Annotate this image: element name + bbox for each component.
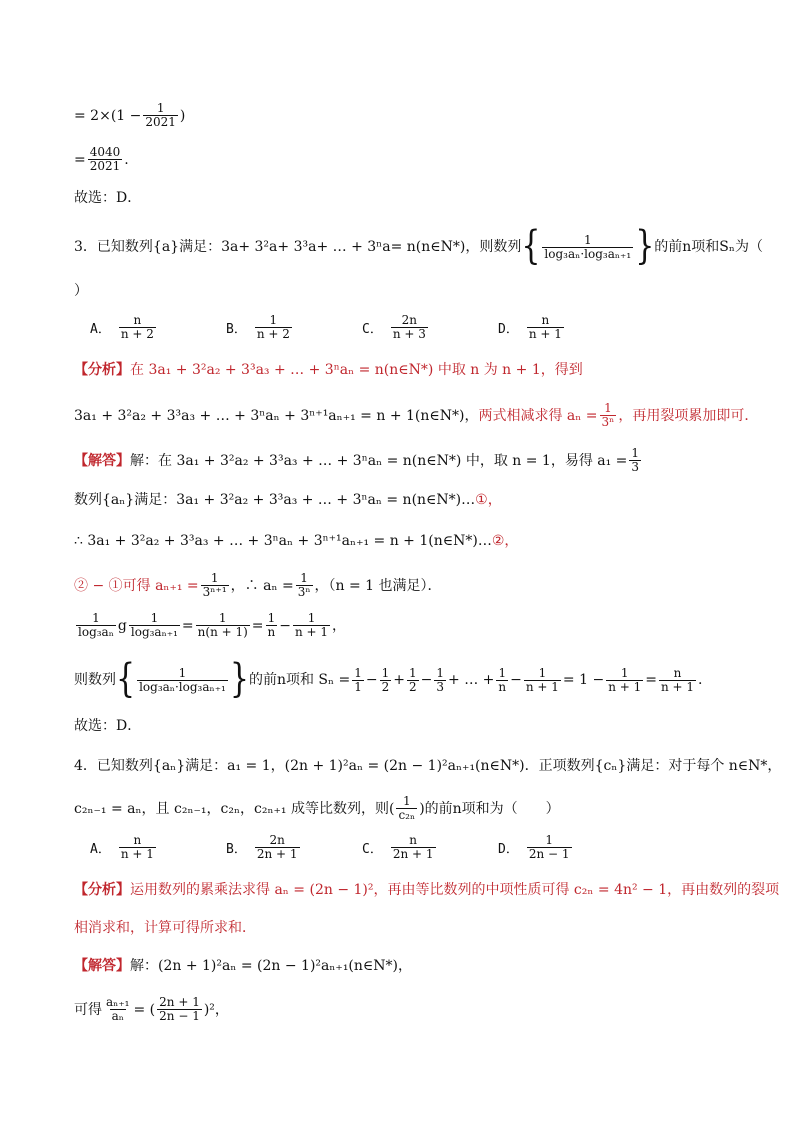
fraction-num: 2n bbox=[269, 833, 285, 847]
q4-stem-text: c₂ₙ₋₁ = aₙ，且 c₂ₙ₋₁，c₂ₙ，c₂ₙ₊₁ 成等比数列，则( bbox=[74, 800, 395, 817]
fraction-den: 2n − 1 bbox=[159, 1009, 200, 1023]
solution-text: 解：(2n + 1)²aₙ = (2n − 1)²aₙ₊₁(n∈N*)， bbox=[130, 958, 412, 974]
q3-stem-close: ） bbox=[74, 283, 88, 299]
fraction-den: n + 1 bbox=[660, 679, 695, 694]
fraction-den: log₃aₙ·log₃aₙ₊₁ bbox=[139, 679, 226, 694]
solution-text: ，（n = 1 也满足）． bbox=[314, 577, 442, 594]
option-fraction bbox=[391, 834, 436, 861]
analysis-fraction bbox=[600, 402, 617, 429]
q4-analysis-line-2 bbox=[74, 918, 256, 938]
calc-text: ) bbox=[179, 107, 186, 124]
fraction-num: 1 bbox=[620, 665, 629, 680]
option-fraction bbox=[527, 834, 572, 861]
right-brace: } bbox=[635, 223, 655, 270]
q3-analysis-line-2 bbox=[74, 402, 758, 429]
fraction-num: 1 bbox=[210, 571, 219, 585]
solution-fraction bbox=[129, 612, 180, 639]
solution-text: 的前n项和 Sₙ = bbox=[248, 672, 351, 688]
analysis-text: 两式相减求得 aₙ = bbox=[478, 407, 598, 424]
option-letter: D． bbox=[498, 842, 519, 857]
operator: + bbox=[393, 672, 405, 688]
answer-line-q2: 故选：D． bbox=[74, 190, 142, 206]
q3-solution-line-6 bbox=[74, 656, 703, 703]
solution-fraction bbox=[104, 996, 132, 1023]
sum-term bbox=[496, 667, 508, 694]
fraction-num: aₙ₊₁ bbox=[106, 995, 130, 1009]
calc-text: = bbox=[74, 151, 86, 168]
fraction-den: n + 2 bbox=[120, 327, 154, 341]
fraction-num: 1 bbox=[307, 611, 316, 625]
option-fraction bbox=[255, 834, 300, 861]
calc-line-2 bbox=[74, 146, 129, 173]
fraction-num: 1 bbox=[218, 611, 227, 625]
q3-option-d[interactable] bbox=[498, 314, 634, 341]
option-letter: D． bbox=[498, 322, 519, 337]
solution-text: ∴ 3a₁ + 3²a₂ + 3³a₃ + … + 3ⁿaₙ + 3ⁿ⁺¹aₙ₊₁ = n + 1(n∈N*)… bbox=[74, 533, 492, 549]
solution-text: 数列{aₙ}满足：3a₁ + 3²a₂ + 3³a₃ + … + 3ⁿaₙ = n(n∈N*)… bbox=[74, 492, 476, 508]
fraction-num: 1 bbox=[545, 833, 553, 847]
q3-option-b[interactable] bbox=[226, 314, 362, 341]
fraction-num: 1 bbox=[150, 611, 159, 625]
solution-fraction bbox=[196, 612, 250, 639]
option-letter: C． bbox=[362, 842, 383, 857]
fraction-den: 2 bbox=[409, 679, 417, 694]
fraction-num: n bbox=[133, 833, 142, 847]
fraction-den: 2021 bbox=[89, 159, 121, 173]
q3-stem-text: 的前n项和Sₙ为（ bbox=[654, 239, 763, 255]
solution-text: ，∴ aₙ = bbox=[230, 577, 294, 594]
operator: − bbox=[420, 672, 433, 688]
q3-stem-text: + 3²a bbox=[238, 239, 278, 255]
fraction bbox=[143, 102, 178, 129]
punctuation: ， bbox=[332, 617, 347, 634]
operator: = bbox=[251, 617, 264, 634]
option-fraction bbox=[391, 314, 428, 341]
q3-stem-text: + 3³a bbox=[277, 239, 317, 255]
q4-solution-line-1 bbox=[74, 956, 412, 976]
fraction-den: log₃aₙ₊₁ bbox=[130, 625, 178, 639]
sum-term bbox=[434, 667, 446, 694]
calc-text: = 2×(1 − bbox=[74, 107, 142, 124]
q3-stem-text: = n(n∈N*)，则数列 bbox=[390, 239, 522, 255]
q3-solution-line-5 bbox=[74, 612, 346, 639]
solution-text: 解：在 3a₁ + 3²a₂ + 3³a₃ + … + 3ⁿaₙ = n(n∈N*) 中，取 n = 1，易得 a₁ = bbox=[130, 452, 628, 469]
sum-term bbox=[407, 667, 419, 694]
q4-options bbox=[90, 834, 634, 861]
fraction-num: 4040 bbox=[89, 145, 121, 159]
analysis-tag: 【分析】 bbox=[74, 362, 130, 378]
fraction-num: 1 bbox=[583, 232, 592, 247]
fraction-num: 1 bbox=[631, 446, 640, 460]
q3-stem bbox=[74, 223, 763, 270]
fraction-num: n bbox=[409, 833, 418, 847]
q3-option-c[interactable] bbox=[362, 314, 498, 341]
solution-tag: 【解答】 bbox=[74, 452, 130, 469]
operator: . bbox=[698, 672, 703, 688]
q4-analysis-line-1 bbox=[74, 880, 779, 900]
solution-fraction bbox=[629, 447, 641, 474]
sum-term bbox=[659, 667, 696, 694]
calc-text: . bbox=[124, 151, 129, 168]
option-fraction bbox=[119, 314, 156, 341]
multiply-sign: g bbox=[117, 617, 127, 634]
solution-text: )²， bbox=[203, 1001, 229, 1018]
fraction-num: 1 bbox=[354, 665, 362, 680]
fraction bbox=[88, 146, 123, 173]
q4-stem-text: )的前n项和为（ ） bbox=[419, 800, 560, 817]
analysis-text: 相消求和，计算可得所求和． bbox=[74, 920, 256, 936]
fraction-den: 2n + 1 bbox=[392, 847, 434, 861]
fraction-den: 3ⁿ bbox=[601, 415, 615, 429]
fraction-den: n + 1 bbox=[528, 327, 562, 341]
fraction-den: n + 1 bbox=[295, 625, 329, 639]
fraction-den: 2n + 1 bbox=[256, 847, 298, 861]
option-fraction bbox=[527, 314, 564, 341]
operator: + … + bbox=[448, 672, 495, 688]
solution-text: 则数列 bbox=[74, 672, 116, 688]
fraction-num: 1 bbox=[178, 665, 187, 680]
fraction-num: 1 bbox=[538, 665, 547, 680]
fraction-num: n bbox=[133, 313, 142, 327]
fraction-den: n + 1 bbox=[608, 679, 642, 694]
equation-marker: ①， bbox=[475, 492, 502, 508]
q4-option-a[interactable] bbox=[90, 834, 226, 861]
fraction-den: n bbox=[267, 625, 276, 639]
operator: = bbox=[181, 617, 194, 634]
fraction-den: aₙ bbox=[111, 1009, 124, 1023]
solution-text: = ( bbox=[133, 1001, 156, 1018]
analysis-formula: 3a₁ + 3²a₂ + 3³a₃ + … + 3ⁿaₙ + 3ⁿ⁺¹aₙ₊₁ = n + 1(n∈N*)， bbox=[74, 407, 479, 424]
equation-marker: ②， bbox=[491, 533, 519, 549]
fraction-num: 1 bbox=[436, 665, 445, 680]
q3-analysis-line-1 bbox=[74, 360, 583, 380]
q3-stem-text: 3．已知数列{a bbox=[74, 239, 171, 255]
fraction-den: 2n − 1 bbox=[528, 847, 570, 861]
fraction-num: 1 bbox=[498, 665, 507, 680]
solution-text: ② − ①可得 aₙ₊₁ = bbox=[74, 577, 199, 594]
fraction-den: 3ⁿ⁺¹ bbox=[202, 585, 227, 599]
sum-term bbox=[380, 667, 392, 694]
option-fraction bbox=[119, 834, 156, 861]
q3-solution-line-2 bbox=[74, 490, 502, 510]
fraction-den: 1 bbox=[354, 679, 362, 694]
fraction-den: n bbox=[498, 679, 507, 694]
q3-stem-fraction bbox=[542, 234, 633, 261]
fraction-num: 1 bbox=[156, 101, 165, 115]
q4-stem-line-2 bbox=[74, 795, 560, 822]
fraction-den: 3ⁿ bbox=[297, 585, 311, 599]
q4-solution-line-2 bbox=[74, 996, 229, 1023]
q4-stem-fraction bbox=[396, 795, 417, 822]
option-letter: A． bbox=[90, 842, 111, 857]
sum-term bbox=[352, 667, 364, 694]
answer-line-q3: 故选：D． bbox=[74, 718, 142, 734]
q3-option-a[interactable] bbox=[90, 314, 226, 341]
fraction-den: log₃aₙ·log₃aₙ₊₁ bbox=[544, 246, 632, 261]
fraction-num: 2n + 1 bbox=[159, 995, 200, 1009]
solution-tag: 【解答】 bbox=[74, 958, 130, 974]
fraction-num: 1 bbox=[409, 665, 417, 680]
analysis-text: 运用数列的累乘法求得 aₙ = (2n − 1)²，再由等比数列的中项性质可得 c₂ₙ = 4n² − 1，再由数列的裂项 bbox=[130, 882, 780, 898]
option-letter: C． bbox=[362, 322, 383, 337]
fraction-den: n + 1 bbox=[120, 847, 154, 861]
option-letter: B． bbox=[226, 842, 247, 857]
fraction-den: 2 bbox=[381, 679, 390, 694]
fraction-num: n bbox=[541, 313, 550, 327]
fraction-num: 1 bbox=[300, 571, 308, 585]
fraction-den: n + 2 bbox=[256, 327, 290, 341]
fraction-den: c₂ₙ bbox=[398, 808, 416, 822]
solution-fraction bbox=[201, 572, 229, 599]
calc-line-1 bbox=[74, 102, 185, 129]
operator: − bbox=[279, 617, 291, 634]
q3-options bbox=[90, 314, 634, 341]
q4-option-b[interactable] bbox=[226, 834, 362, 861]
q4-option-d[interactable] bbox=[498, 834, 634, 861]
q4-option-c[interactable] bbox=[362, 834, 498, 861]
fraction-num: 1 bbox=[92, 611, 100, 625]
analysis-tag: 【分析】 bbox=[74, 882, 130, 898]
operator: − bbox=[510, 672, 522, 688]
option-letter: B． bbox=[226, 322, 247, 337]
option-fraction bbox=[255, 314, 292, 341]
q3-solution-line-1 bbox=[74, 447, 643, 474]
q3-solution-line-3 bbox=[74, 531, 518, 551]
left-brace: { bbox=[116, 656, 136, 703]
analysis-text: ，再用裂项累加即可． bbox=[618, 407, 759, 424]
solution-fraction bbox=[293, 612, 330, 639]
analysis-text: 在 3a₁ + 3²a₂ + 3³a₃ + … + 3ⁿaₙ = n(n∈N*) 中取 n 为 n + 1，得到 bbox=[130, 362, 583, 378]
solution-fraction bbox=[157, 996, 202, 1023]
sum-term bbox=[606, 667, 643, 694]
fraction-den: 2021 bbox=[145, 115, 176, 129]
solution-fraction bbox=[266, 612, 278, 639]
fraction-den: 3 bbox=[631, 460, 640, 474]
solution-fraction bbox=[76, 612, 116, 639]
solution-text: 可得 bbox=[74, 1001, 102, 1018]
operator: = 1 − bbox=[562, 672, 605, 688]
q4-stem-line-1: 4．已知数列{aₙ}满足：a₁ = 1，(2n + 1)²aₙ = (2n − 1)²aₙ₊₁(n∈N*)．正项数列{cₙ}满足：对于每个 n∈N*， bbox=[74, 758, 782, 774]
fraction-num: n bbox=[673, 665, 682, 680]
operator: = bbox=[645, 672, 657, 688]
option-letter: A． bbox=[90, 322, 111, 337]
fraction-den: n(n + 1) bbox=[197, 625, 248, 639]
fraction-num: 1 bbox=[267, 611, 276, 625]
solution-fraction bbox=[296, 572, 313, 599]
fraction-num: 1 bbox=[403, 794, 411, 808]
q3-stem-text: }满足：3a bbox=[170, 239, 239, 255]
fraction-num: 1 bbox=[604, 401, 612, 415]
fraction-den: n + 3 bbox=[392, 327, 426, 341]
right-brace: } bbox=[229, 656, 249, 703]
fraction-num: 1 bbox=[269, 313, 278, 327]
fraction-num: 2n bbox=[401, 313, 418, 327]
operator: − bbox=[365, 672, 378, 688]
fraction-den: 3 bbox=[436, 679, 445, 694]
solution-fraction bbox=[137, 667, 228, 694]
fraction-num: 1 bbox=[381, 665, 390, 680]
q3-solution-line-4 bbox=[74, 572, 442, 599]
q3-stem-text: + … + 3ⁿa bbox=[316, 239, 391, 255]
fraction-den: n + 1 bbox=[525, 679, 559, 694]
sum-term bbox=[524, 667, 561, 694]
left-brace: { bbox=[521, 223, 541, 270]
fraction-den: log₃aₙ bbox=[78, 625, 114, 639]
